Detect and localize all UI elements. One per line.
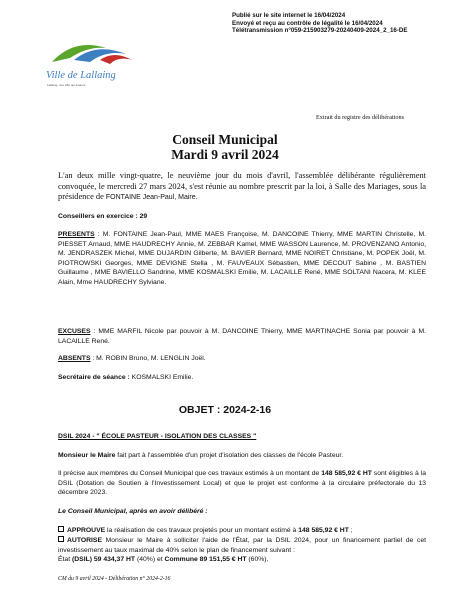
present-names: : M. FONTAINE Jean-Paul, MME MAES Françoise, M. DANCOINE Thierry, MME MARTIN Christelle, M. PIESSET Arnaud, MME HAUDRECHY Annie, M. ZEBBAR Kamel, MME WASSON Laurence, M. PROVENZANO Antonio, M. JENDRASZEK Michel, MME DUJARDIN Gilberte, M. BAVIER Bernard, MME NOIRET Christiane, M. POPEK Joël, M. PIOTROWSKI Georges, MME DEVIGNE Stella , M. FAUVEAUX Sébastien, MME DECOUT Sabine , M. BASTIEN Guillaume , MME BAVIELLO Sandrine, MME KOSMALSKI Emilie, M. LACAILLE René, MME SOLTANI Nacera, M. KLEE Alain, Mme HAUDRECHY Sylviane. bbox=[58, 231, 426, 286]
excused-list bbox=[58, 327, 426, 346]
authorize-clause bbox=[58, 536, 426, 565]
funding-prefix: État bbox=[58, 556, 72, 564]
approve-clause bbox=[58, 526, 426, 536]
funding-state: (DSIL) 59 434,37 HT bbox=[71, 556, 136, 564]
details-text-end: sont éligibles à la DSIL (Dotation de Soutien à l'Investissement Local) et que le projet est conforme à la circulaire préfectorale du 13 décembre 2023. bbox=[58, 470, 426, 497]
absent-label: ABSENTS bbox=[58, 355, 91, 362]
preamble-paragraph bbox=[58, 171, 426, 204]
approve-text: la réalisation de ces travaux projetés pour un montant estimé à bbox=[105, 527, 299, 534]
page-title bbox=[0, 133, 450, 162]
mayor-intro bbox=[58, 451, 426, 461]
councillors-in-office-count: 29 bbox=[139, 213, 148, 220]
councillors-in-office-label: Conseillers en exercice : bbox=[58, 213, 140, 220]
absent-names: : M. ROBIN Bruno, M. LENGLIN Joël. bbox=[90, 355, 206, 362]
project-details bbox=[58, 469, 426, 498]
mayor-label: Monsieur le Maire bbox=[58, 452, 116, 459]
councillors-in-office bbox=[58, 212, 426, 222]
secretary-label: Secrétaire de séance : bbox=[58, 374, 130, 381]
absent-list bbox=[58, 354, 426, 364]
deliberation-object: OBJET : 2024-2-16 bbox=[178, 404, 272, 416]
town-logo-icon bbox=[44, 36, 139, 98]
funding-plan bbox=[58, 555, 426, 565]
checkbox-icon bbox=[58, 536, 64, 542]
preamble-text: L'an deux mille vingt-quatre, le neuvième jour du mois d'avril, l'assemblée délibérante régulièrement convoquée, le mercredi 27 mars 2024, s'est réunie au nombre prescrit par la loi, à Salle des Mariages, sous la présidence de bbox=[58, 171, 426, 201]
deliberation-subject: DSIL 2024 - " ÉCOLE PASTEUR - ISOLATION DES CLASSES " bbox=[58, 433, 257, 440]
details-amount: 148 585,92 € HT bbox=[321, 470, 372, 477]
checkbox-icon bbox=[58, 526, 64, 532]
mayor-intro-text: fait part à l'assemblée d'un projet d'isolation des classes de l'école Pasteur. bbox=[115, 452, 344, 459]
approve-amount: 148 585,92 € HT bbox=[298, 527, 349, 534]
logo-name: Ville de Lallaing bbox=[46, 70, 116, 81]
title-line-council: Conseil Municipal bbox=[172, 132, 278, 147]
title-line-date: Mardi 9 avril 2024 bbox=[171, 146, 279, 162]
council-decision-heading: Le Conseil Municipal, après en avoir délibéré : bbox=[58, 508, 208, 515]
legality-control-date: Envoyé et reçu au contrôle de légalité le 16/04/2024 bbox=[232, 19, 383, 27]
excused-label: EXCUSES bbox=[58, 328, 91, 335]
page-footer: CM du 9 avril 2024 - Délibération n° 2024-2-16 bbox=[58, 576, 171, 582]
preamble-president: FONTAINE Jean-Paul, Maire. bbox=[105, 194, 198, 201]
excused-names: : MME MARFIL Nicole par pouvoir à M. DANCOINE Thierry, MME MARTINACHE Sonia par pouvoir à M. LACAILLE René. bbox=[58, 328, 426, 345]
extract-note: Extrait du registre des délibérations bbox=[316, 114, 404, 121]
session-secretary bbox=[58, 373, 426, 383]
town-logo bbox=[44, 36, 139, 98]
publication-stamp bbox=[232, 12, 408, 35]
approve-tail: ; bbox=[348, 527, 353, 534]
funding-commune: Commune 89 151,55 € HT bbox=[164, 556, 247, 564]
approve-verb: APPROUVE bbox=[67, 527, 106, 534]
funding-commune-pct: (60%), bbox=[246, 556, 269, 564]
publication-date: Publié sur le site internet le 16/04/2024 bbox=[232, 12, 346, 19]
funding-state-pct: (40%) et bbox=[135, 556, 165, 564]
authorize-verb: AUTORISE bbox=[67, 537, 102, 544]
logo-tagline: Lallaing, une ville qui avance bbox=[47, 83, 86, 87]
teletransmission-number: Télétransmission n°059-215903279-20240409-2024_2_16-DE bbox=[232, 27, 408, 35]
authorize-text: Monsieur le Maire à solliciter l'aide de l'État, par la DSIL 2024, pour un financement partiel de cet investissement au taux maximal de 40% selon le plan de financement suivant : bbox=[58, 537, 426, 554]
present-list bbox=[58, 230, 426, 288]
details-text-start: Il précise aux membres du Conseil Municipal que ces travaux estimés à un montant de bbox=[58, 470, 322, 477]
present-label: PRESENTS bbox=[58, 231, 95, 238]
secretary-name: KOSMALSKI Emilie. bbox=[129, 374, 194, 381]
